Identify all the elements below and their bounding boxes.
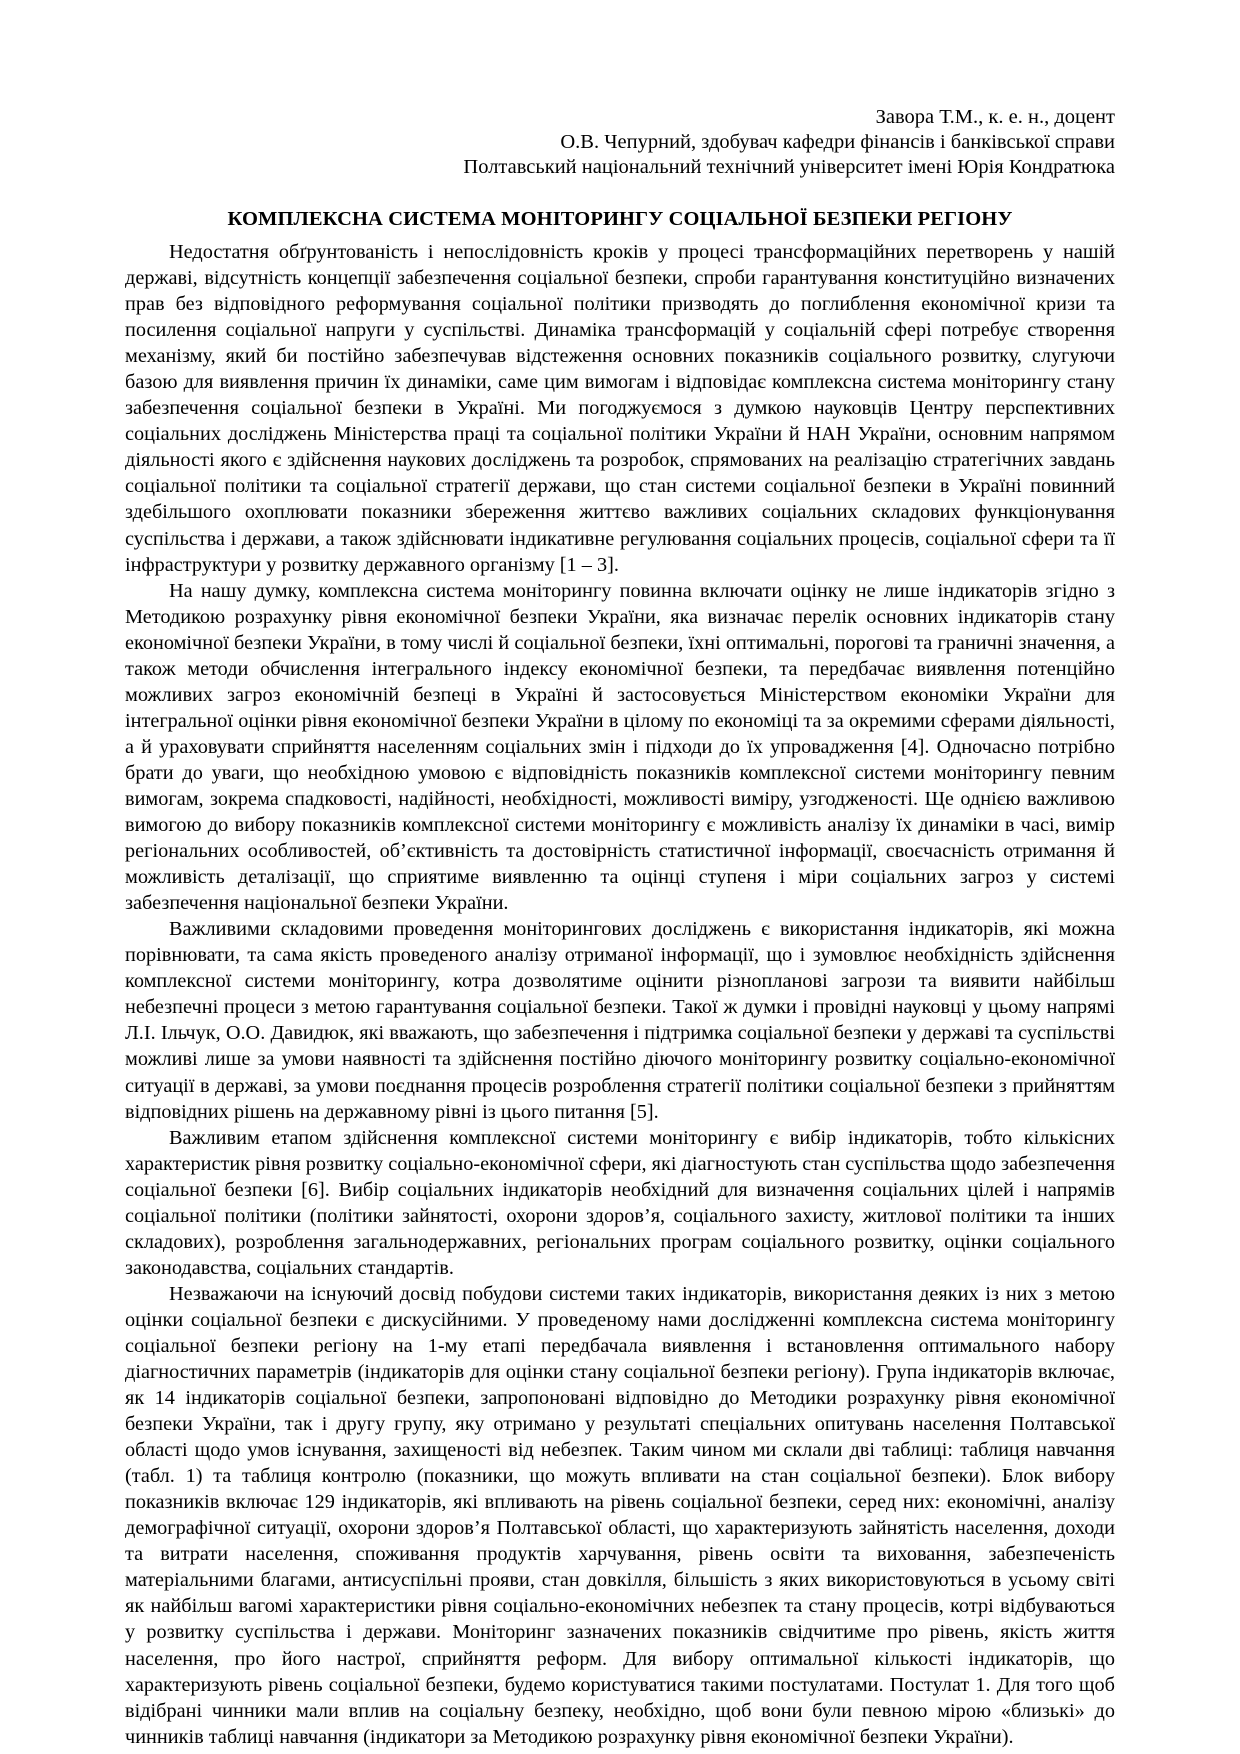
author-line-1: Завора Т.М., к. е. н., доцент bbox=[875, 106, 1115, 128]
page-title: КОМПЛЕКСНА СИСТЕМА МОНІТОРИНГУ СОЦІАЛЬНОЇ БЕЗПЕКИ РЕГІОНУ bbox=[227, 208, 1013, 230]
article-body bbox=[125, 239, 1115, 1750]
author-line-2: О.В. Чепурний, здобувач кафедри фінансів і банківської справи bbox=[560, 131, 1115, 153]
body-paragraph: Важливими складовими проведення моніторингових досліджень є використання індикаторів, які можна порівнювати, та сама якість проведеного аналізу отриманої інформації, що і зумовлює необхідність здійснення комплексної системи моніторингу, котра дозволятиме оцінити різнопланові загрози та виявити найбільш небезпечні процеси з метою гарантування соціальної безпеки. Такої ж думки і провідні науковці у цьому напрямі Л.І. Ільчук, О.О. Давидюк, які вважають, що забезпечення і підтримка соціальної безпеки у державі та суспільстві можливі лише за умови наявності та здійснення постійно діючого моніторингу розвитку соціально-економічної ситуації в державі, за умови поєднання процесів розроблення стратегії політики соціальної безпеки з прийняттям відповідних рішень на державному рівні із цього питання [5]. bbox=[125, 918, 1115, 1123]
body-paragraph: На нашу думку, комплексна система моніторингу повинна включати оцінку не лише індикаторів згідно з Методикою розрахунку рівня економічної безпеки України, яка визначає перелік основних індикаторів стану економічної безпеки України, в тому числі й соціальної безпеки, їхні оптимальні, порогові та граничні значення, а також методи обчислення інтегрального індексу економічної безпеки, та передбачає виявлення потенційно можливих загроз економічній безпеці в Україні й застосовується Міністерством економіки України для інтегральної оцінки рівня економічної безпеки України в цілому по економіці та за окремими сферами діяльності, а й ураховувати сприйняття населенням соціальних змін і підходи до їх упровадження [4]. Одночасно потрібно брати до уваги, що необхідною умовою є відповідність показників комплексної системи моніторингу певним вимогам, зокрема спадковості, надійності, необхідності, можливості виміру, узгодженості. Ще однією важливою вимогою до вибору показників комплексної системи моніторингу є можливість аналізу їх динаміки в часі, вимір регіональних особливостей, об’єктивність та достовірність статистичної інформації, своєчасність отримання й можливість деталізації, що сприятиме виявленню та оцінці ступеня і міри соціальних загроз у системі забезпечення національної безпеки України. bbox=[125, 579, 1115, 915]
author-line-3: Полтавський національний технічний університет імені Юрія Кондратюка bbox=[463, 156, 1115, 178]
body-paragraph: Недостатня обґрунтованість і непослідовність кроків у процесі трансформаційних перетворень у нашій державі, відсутність концепції забезпечення соціальної безпеки, спроби гарантування конституційно визначених прав без відповідного реформування соціальної політики призводять до поглиблення економічної кризи та посилення соціальної напруги у суспільстві. Динаміка трансформацій у соціальній сфері потребує створення механізму, який би постійно забезпечував відстеження основних показників соціального розвитку, слугуючи базою для виявлення причин їх динаміки, саме цим вимогам і відповідає комплексна система моніторингу стану забезпечення соціальної безпеки в Україні. Ми погоджуємося з думкою науковців Центру перспективних соціальних досліджень Міністерства праці та соціальної політики України й НАН України, основним напрямом діяльності якого є здійснення наукових досліджень та розробок, спрямованих на реалізацію стратегічних завдань соціальної політики та соціальної стратегії держави, що стан системи соціальної безпеки в Україні повинний здебільшого охоплювати показники збереження життєво важливих соціальних складових функціонування суспільства і держави, а також здійснювати індикативне регулювання соціальних процесів, соціальної сфери та її інфраструктури у розвитку державного організму [1 – 3]. bbox=[125, 241, 1115, 576]
body-paragraph: Важливим етапом здійснення комплексної системи моніторингу є вибір індикаторів, тобто кількісних характеристик рівня розвитку соціально-економічної сфери, які діагностують стан суспільства щодо забезпечення соціальної безпеки [6]. Вибір соціальних індикаторів необхідний для визначення соціальних цілей і напрямів соціальної політики (політики зайнятості, охорони здоров’я, соціального захисту, житлової політики та інших складових), розроблення загальнодержавних, регіональних програм соціального розвитку, оцінки соціального законодавства, соціальних стандартів. bbox=[125, 1126, 1115, 1279]
body-paragraph: Незважаючи на існуючий досвід побудови системи таких індикаторів, використання деяких із них з метою оцінки соціальної безпеки є дискусійними. У проведеному нами дослідженні комплексна система моніторингу соціальної безпеки регіону на 1-му етапі передбачала виявлення і встановлення оптимального набору діагностичних параметрів (індикаторів для оцінки стану соціальної безпеки регіону). Група індикаторів включає, як 14 індикаторів соціальної безпеки, запропоновані відповідно до Методики розрахунку рівня економічної безпеки України, так і другу групу, яку отримано у результаті спеціальних опитувань населення Полтавської області щодо умов існування, захищеності від небезпек. Таким чином ми склали дві таблиці: таблиця навчання (табл. 1) та таблиця контролю (показники, що можуть впливати на стан соціальної безпеки). Блок вибору показників включає 129 індикаторів, які впливають на рівень соціальної безпеки, серед них: економічні, аналізу демографічної ситуації, охорони здоров’я Полтавської області, що характеризують зайнятість населення, доходи та витрати населення, споживання продуктів харчування, рівень освіти та виховання, забезпеченість матеріальними благами, антисуспільні прояви, стан довкілля, більшість з яких використовуються в усьому світі як найбільш вагомі характеристики рівня соціально-економічних небезпек та стану процесів, котрі відбуваються у розвитку суспільства і держави. Моніторинг зазначених показників свідчитиме про рівень, якість життя населення, про його настрої, сприйняття реформ. Для вибору оптимальної кількості індикаторів, що характеризують рівень соціальної безпеки, будемо користуватися такими постулатами. Постулат 1. Для того щоб відібрані чинники мали вплив на соціальну безпеку, необхідно, щоб вони були певною мірою «близькі» до чинників таблиці навчання (індикатори за Методикою розрахунку рівня економічної безпеки України). bbox=[125, 1282, 1115, 1748]
author-affiliation-block bbox=[125, 105, 1115, 180]
